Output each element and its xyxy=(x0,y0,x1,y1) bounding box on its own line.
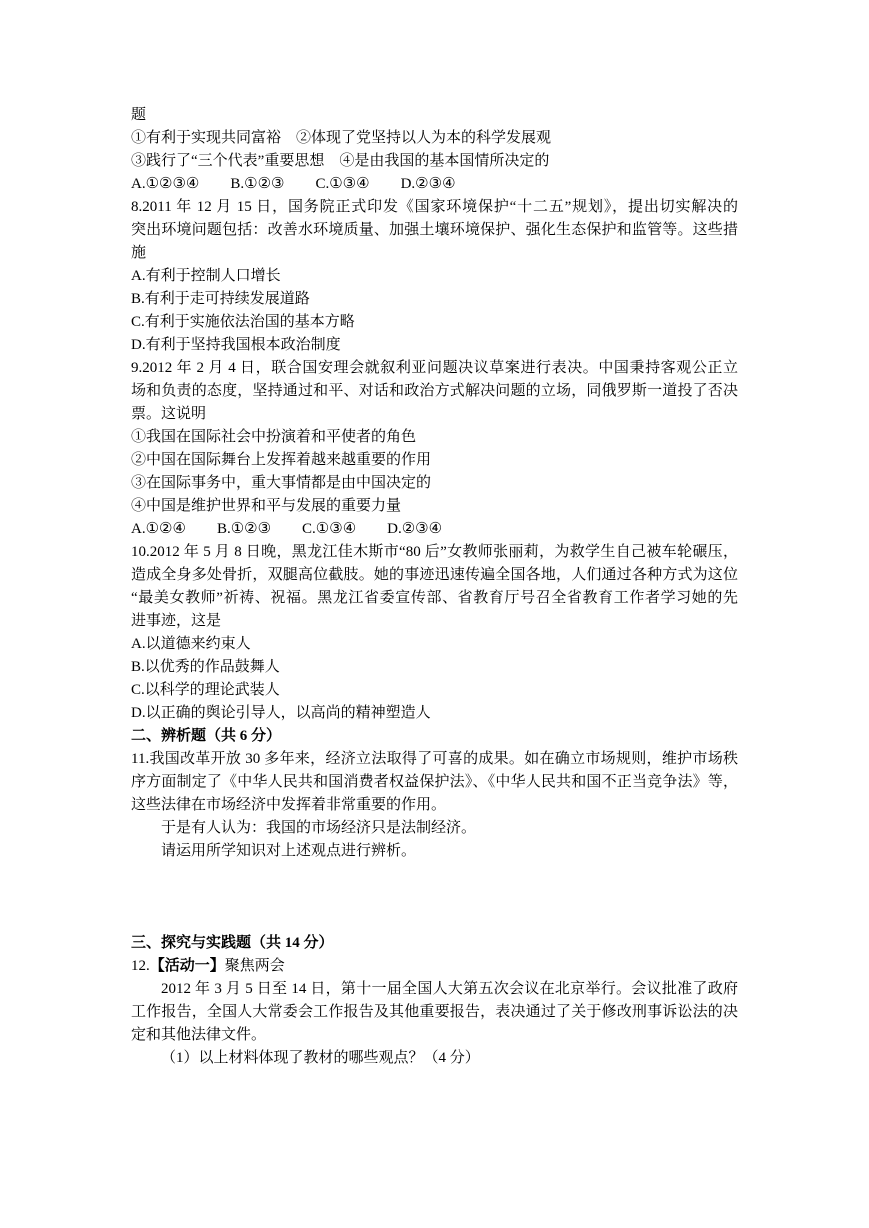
question-stem-line: 这些法律在市场经济中发挥着非常重要的作用。 xyxy=(131,797,447,813)
option-a: A.①②④ xyxy=(131,521,186,537)
question-stem-line: 进事迹，这是 xyxy=(131,613,222,629)
question-number: 12. xyxy=(131,958,150,974)
question-stem-line: 序方面制定了《中华人民共和国消费者权益保护法》、《中华人民共和国不正当竞争法》等， xyxy=(131,774,738,790)
statement-line: ①有利于实现共同富裕 ②体现了党坚持以人为本的科学发展观 xyxy=(131,130,552,146)
question-stem-line: 施 xyxy=(131,245,147,261)
question-stem-line: 9.2012 年 2 月 4 日，联合国安理会就叙利亚问题决议草案进行表决。中国秉持客观公正立 xyxy=(131,360,738,376)
option-a: A.以道德来约束人 xyxy=(131,636,251,652)
answer-space xyxy=(131,863,738,932)
option-d: D.以正确的舆论引导人，以高尚的精神塑造人 xyxy=(131,705,431,721)
question-7 xyxy=(131,104,738,196)
question-8 xyxy=(131,196,738,357)
question-stem-line: 造成全身多处骨折，双腿高位截肢。她的事迹迅速传遍全国各地，人们通过各种方式为这位 xyxy=(131,567,738,583)
question-stem-line: 10.2012 年 5 月 8 日晚，黑龙江佳木斯市“80 后”女教师张丽莉，为救学生自己被车轮碾压， xyxy=(131,544,738,560)
material-line: 2012 年 3 月 5 日至 14 日，第十一届全国人大第五次会议在北京举行。会议批准了政府 xyxy=(161,981,738,997)
statement-line: ④中国是维护世界和平与发展的重要力量 xyxy=(131,498,402,514)
option-b: B.以优秀的作品鼓舞人 xyxy=(131,659,280,675)
question-stem-line: 8.2011 年 12 月 15 日，国务院正式印发《国家环境保护“十二五”规划》，提出切实解决的 xyxy=(131,199,738,215)
option-c: C.①③④ xyxy=(302,521,357,537)
statement-line: ①我国在国际社会中扮演着和平使者的角色 xyxy=(131,429,417,445)
option-d: D.②③④ xyxy=(387,521,443,537)
question-stem-line: 11.我国改革开放 30 多年来，经济立法取得了可喜的成果。如在确立市场规则，维护市场秩 xyxy=(131,751,738,767)
option-d: D.②③④ xyxy=(400,176,456,192)
option-c: C.①③④ xyxy=(315,176,370,192)
sub-question: （1）以上材料体现了教材的哪些观点？（4 分） xyxy=(161,1050,480,1066)
section-inquiry-practice xyxy=(131,932,738,1070)
task-line: 请运用所学知识对上述观点进行辨析。 xyxy=(161,843,417,859)
question-7-stem-end: 题 xyxy=(131,107,147,123)
question-10 xyxy=(131,541,738,725)
section-analysis xyxy=(131,725,738,932)
answer-options xyxy=(131,173,738,196)
exam-page xyxy=(131,104,738,1070)
option-b: B.有利于走可持续发展道路 xyxy=(131,291,310,307)
statement-line: ③践行了“三个代表”重要思想 ④是由我国的基本国情所决定的 xyxy=(131,153,550,169)
question-9 xyxy=(131,357,738,541)
option-b: B.①②③ xyxy=(230,176,285,192)
material-line: 工作报告，全国人大常委会工作报告及其他重要报告，表决通过了关于修改刑事诉讼法的决 xyxy=(131,1004,738,1020)
option-c: C.以科学的理论武装人 xyxy=(131,682,280,698)
answer-options xyxy=(131,518,738,541)
material-line: 定和其他法律文件。 xyxy=(131,1027,267,1043)
question-stem-line: 票。这说明 xyxy=(131,406,207,422)
section-heading: 三、探究与实践题（共 14 分） xyxy=(131,935,334,951)
option-b: B.①②③ xyxy=(216,521,272,537)
question-12-header xyxy=(131,955,738,978)
statement-line: ③在国际事务中，重大事情都是由中国决定的 xyxy=(131,475,432,491)
option-a: A.有利于控制人口增长 xyxy=(131,268,281,284)
viewpoint-line: 于是有人认为：我国的市场经济只是法制经济。 xyxy=(161,820,477,836)
question-stem-line: 突出环境问题包括：改善水环境质量、加强土壤环境保护、强化生态保护和监管等。这些措 xyxy=(131,222,738,238)
question-stem-line: “最美女教师”祈祷、祝福。黑龙江省委宣传部、省教育厅号召全省教育工作者学习她的先 xyxy=(131,590,738,606)
option-c: C.有利于实施依法治国的基本方略 xyxy=(131,314,355,330)
activity-title: 聚焦两会 xyxy=(224,958,285,974)
question-stem-line: 场和负责的态度，坚持通过和平、对话和政治方式解决问题的立场，同俄罗斯一道投了否决 xyxy=(131,383,738,399)
activity-tag: 【活动一】 xyxy=(149,958,225,974)
section-heading: 二、辨析题（共 6 分） xyxy=(131,728,282,744)
statement-line: ②中国在国际舞台上发挥着越来越重要的作用 xyxy=(131,452,432,468)
option-d: D.有利于坚持我国根本政治制度 xyxy=(131,337,341,353)
option-a: A.①②③④ xyxy=(131,176,200,192)
